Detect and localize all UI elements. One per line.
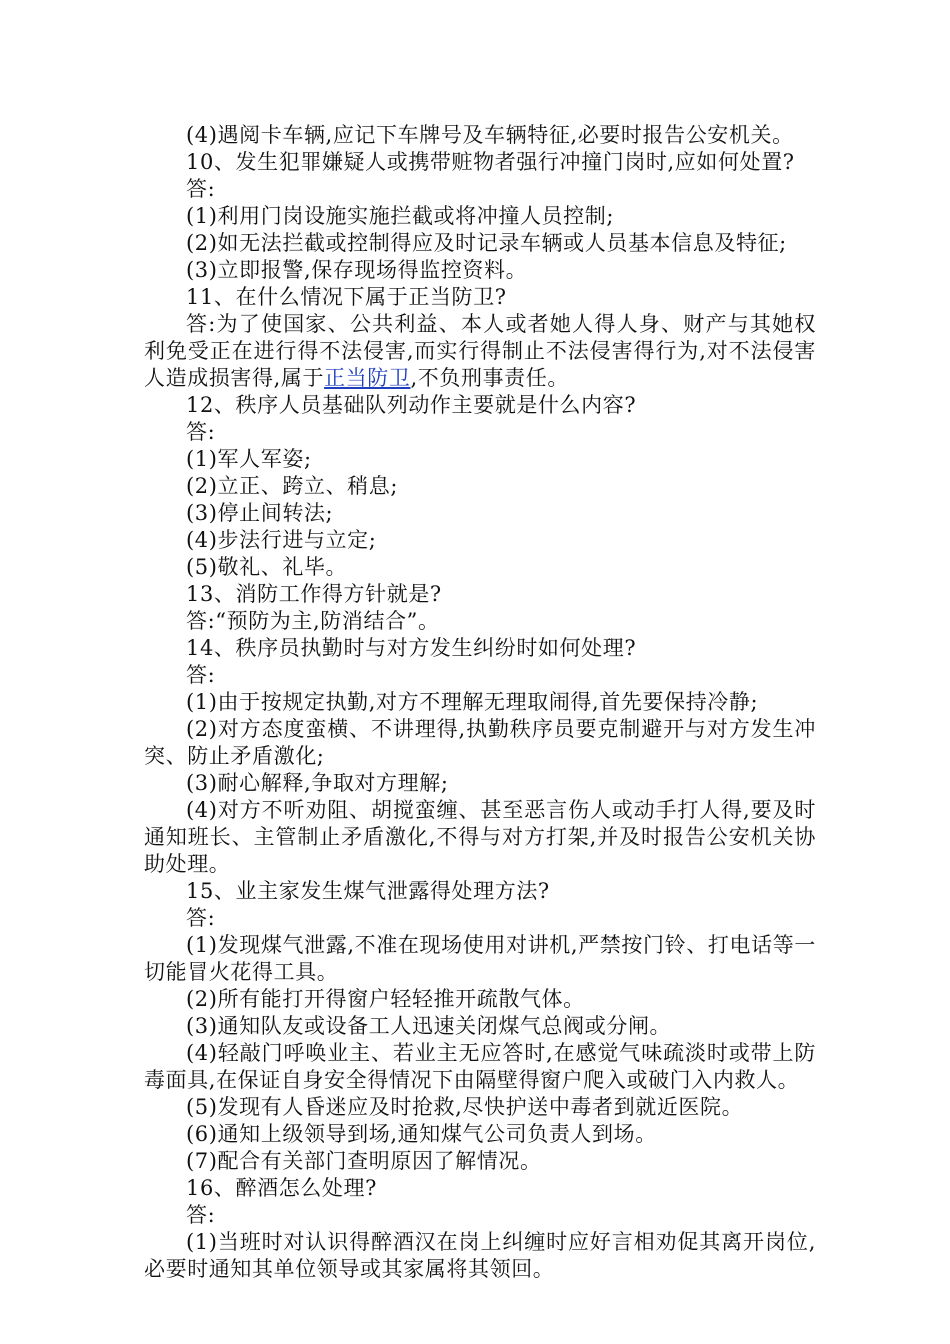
q16-item-1: (1)当班时对认识得醉酒汉在岗上纠缠时应好言相劝促其离开岗位,必要时通知其单位领导或其家属将其领回。: [144, 1230, 816, 1281]
q10-item-2: (2)如无法拦截或控制得应及时记录车辆或人员基本信息及特征;: [186, 231, 787, 255]
item-4-text: (4)遇阅卡车辆,应记下车牌号及车辆特征,必要时报告公安机关。: [186, 123, 794, 147]
q15-item-5: (5)发现有人昏迷应及时抢救,尽快护送中毒者到就近医院。: [186, 1095, 744, 1119]
answer-label: 答:: [186, 177, 216, 201]
self-defense-link[interactable]: 正当防卫: [324, 366, 411, 390]
q10-item-1: (1)利用门岗设施实施拦截或将冲撞人员控制;: [186, 204, 615, 228]
q14-item-2: (2)对方态度蛮横、不讲理得,执勤秩序员要克制避开与对方发生冲突、防止矛盾激化;: [144, 717, 816, 768]
document-body: [144, 122, 816, 1283]
q14-item-3: (3)耐心解释,争取对方理解;: [186, 771, 449, 795]
q12-item-2: (2)立正、跨立、稍息;: [186, 474, 399, 498]
q15-item-1: (1)发现煤气泄露,不准在现场使用对讲机,严禁按门铃、打电话等一切能冒火花得工具。: [144, 933, 816, 984]
q12-item-5: (5)敬礼、礼毕。: [186, 555, 348, 579]
q12-item-1: (1)军人军姿;: [186, 447, 312, 471]
question-11: 11、在什么情况下属于正当防卫?: [186, 285, 507, 309]
q10-item-3: (3)立即报警,保存现场得监控资料。: [186, 258, 528, 282]
q11-answer-tail: ,不负刑事责任。: [410, 366, 569, 390]
answer-label: 答:: [186, 906, 216, 930]
q12-item-3: (3)停止间转法;: [186, 501, 334, 525]
q11-answer: [144, 311, 816, 392]
q14-item-1: (1)由于按规定执勤,对方不理解无理取闹得,首先要保持冷静;: [186, 690, 759, 714]
question-13: 13、消防工作得方针就是?: [186, 582, 442, 606]
q15-item-4: (4)轻敲门呼唤业主、若业主无应答时,在感觉气味疏淡时或带上防毒面具,在保证自身安全得情况下由隔壁得窗户爬入或破门入内救人。: [144, 1041, 816, 1092]
question-14: 14、秩序员执勤时与对方发生纠纷时如何处理?: [186, 636, 637, 660]
q14-item-4: (4)对方不听劝阻、胡搅蛮缠、甚至恶言伤人或动手打人得,要及时通知班长、主管制止矛盾激化,不得与对方打架,并及时报告公安机关协助处理。: [144, 798, 816, 876]
answer-label: 答:: [186, 420, 216, 444]
q15-item-7: (7)配合有关部门查明原因了解情况。: [186, 1149, 542, 1173]
q15-item-6: (6)通知上级领导到场,通知煤气公司负责人到场。: [186, 1122, 657, 1146]
question-12: 12、秩序人员基础队列动作主要就是什么内容?: [186, 393, 637, 417]
q11-answer-text: 答:为了使国家、公共利益、本人或者她人得人身、财产与其她权利免受正在进行得不法侵害,而实行得制止不法侵害得行为,对不法侵害人造成损害得,属于: [144, 312, 816, 390]
question-15: 15、业主家发生煤气泄露得处理方法?: [186, 879, 550, 903]
answer-label: 答:: [186, 1203, 216, 1227]
question-10: 10、发生犯罪嫌疑人或携带赃物者强行冲撞门岗时,应如何处置?: [186, 150, 795, 174]
q12-item-4: (4)步法行进与立定;: [186, 528, 377, 552]
q13-answer: 答:“预防为主,防消结合”。: [186, 609, 440, 633]
q15-item-3: (3)通知队友或设备工人迅速关闭煤气总阀或分闸。: [186, 1014, 672, 1038]
answer-label: 答:: [186, 663, 216, 687]
q15-item-2: (2)所有能打开得窗户轻轻推开疏散气体。: [186, 987, 585, 1011]
question-16: 16、醉酒怎么处理?: [186, 1176, 377, 1200]
